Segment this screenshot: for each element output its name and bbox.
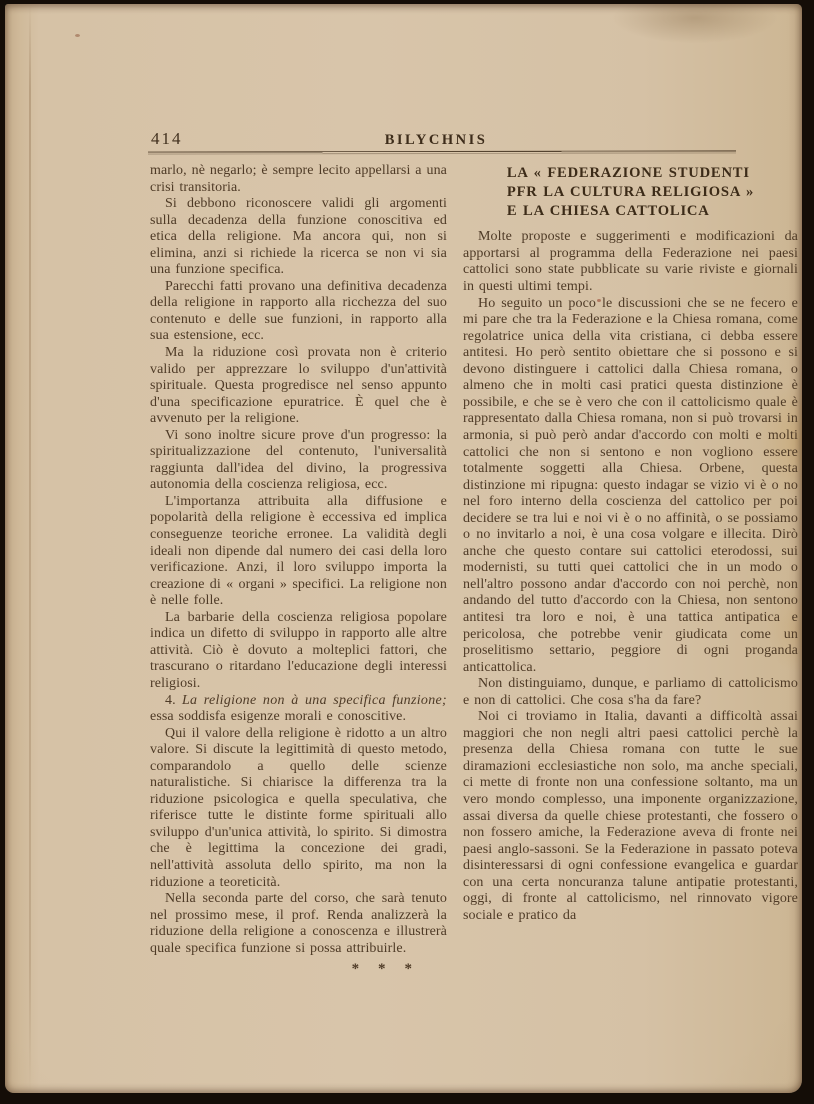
paragraph: Nella seconda parte del corso, che sarà tenuto nel prossimo mese, il prof. Renda analizzerà la riduzione della religione a conoscenza e illustrerà quale specifica funzione si possa attribuirle.	[150, 891, 447, 956]
numbered-item	[150, 693, 447, 726]
article-heading-line: LA « FEDERAZIONE STUDENTI	[506, 165, 750, 181]
paper-speck	[75, 34, 80, 37]
paragraph: Molte proposte e suggerimenti e modificazioni da apportarsi al programma della Federazione nei paesi cattolici sono state pubblicate su varie riviste e giornali in questi ultimi tempi.	[463, 229, 798, 295]
right-column	[463, 163, 798, 951]
paragraph: Qui il valore della religione è ridotto a un altro valore. Si discute la legittimità di questo metodo, comparandolo a quello delle scienze naturalistiche. Si chiarisce la differenza tra la riduzione psicologica e quella speculativa, che riferisce tutte le distinte forme spirituali allo sviluppo d'un'unica attività, lo spirito. Si dimostra che è legittima la concezione dei gradi, nell'attività assoluta dello spirito, ma non la riduzione a teoreticità.	[150, 725, 447, 890]
paragraph: Ho seguito un poco le discussioni che se ne fecero e mi pare che tra la Federazione e la Chiesa romana, come regolatrice unica della vita cristiana, ci debba essere antitesi. Ho però sentito obiettare che si possono e si devono distinguere i cattolici dalla Chiesa romana, o almeno che in molti casi pratici questa distinzione è possibile, e che se è vero che con il cattolicismo quale è rappresentato dalla Chiesa romana, non si può trovarsi in armonia, si può però andar d'accordo con molti e molti cattolici che non si sentono e non vogliono essere totalmente soggetti alla Chiesa. Orbene, questa distinzione mi ripugna: questo indagar se vizio vi è o no nel foro interno della coscienza del cattolico per poi decidere se tra lui e noi vi è o no affinità, o se possiamo o no invitarlo a noi, è una cosa volgare e illecita. Dirò anche che questo contare sui cattolici eterodossi, sui modernisti, su tutti quei cattolici che in un modo o nell'altro possono andar d'accordo con noi perchè, non andando del tutto d'accordo con la Chiesa, non sentono antitesi tra loro e noi, è una tattica antipatica e pericolosa, che potrebbe venir giudicata come un proselitismo settario, peggiore di ogni proganda anticattolica.	[463, 295, 798, 675]
item-text: essa soddisfa esigenze morali e conoscitive.	[150, 709, 407, 725]
paragraph: Si debbono riconoscere validi gli argomenti sulla decadenza della funzione conoscitiva ed etica della religione. Ma ancora qui, non si elimina, anzi si richiede la ricerca se non vi sia una funzione specifica.	[150, 196, 447, 278]
left-column	[150, 163, 447, 978]
paragraph: Ma la riduzione così provata non è criterio valido per apprezzare lo sviluppo d'un'attività spirituale. Questa progredisce nel senso appunto d'una specificazione epuratrice. È quel che è avvenuto per la religione.	[150, 345, 447, 427]
page-number: 414	[151, 129, 183, 148]
journal-title: BILYCHNIS	[384, 132, 488, 148]
item-number: 4.	[165, 692, 182, 708]
article-heading-line: E LA CHIESA CATTOLICA	[506, 202, 710, 219]
paragraph: Non distinguiamo, dunque, e parliamo di cattolicismo e non di cattolici. Che cosa s'ha da fare?	[463, 676, 798, 708]
item-italic-text: La religione non à una specifica funzione;	[181, 692, 447, 708]
paragraph: Vi sono inoltre sicure prove d'un progresso: la spiritualizzazione del contenuto, l'universalità raggiunta dall'idea del divino, la progressiva autonomia della coscienza religiosa, ecc.	[150, 427, 447, 493]
header-rule	[148, 150, 736, 154]
article-heading-line: PFR LA CULTURA RELIGIOSA »	[506, 183, 755, 200]
paragraph: Noi ci troviamo in Italia, davanti a difficoltà assai maggiori che non negli altri paesi cattolici perchè la presenza della Chiesa romana con tutte le sue diramazioni ecclesiastiche non solo, ma anche speciali, ci mette di fronte non una confessione soltanto, ma un vero mondo complesso, una imponente organizzazione, assai diversa da quelle chiese protestanti, che fossero o non fossero amiche, la Federazione aveva di fronte nei paesi anglo-sassoni. Se la Federazione in passato poteva disinteressarsi di ogni confessione evangelica e guardar con una certa noncuranza talune antipatie protestanti, oggi, di fronte al cattolicismo, nel rinnovato vigore sociale e pratico da	[463, 709, 798, 923]
section-separator: * * *	[351, 961, 419, 978]
paper-crease	[29, 4, 31, 1093]
paragraph: La barbarie della coscienza religiosa popolare indica un difetto di sviluppo in rapporto alle altre attività. Ciò è dovuto a molteplici fattori, che trascurano o ritardano l'educazione degli interessi religiosi.	[150, 609, 447, 691]
paragraph: marlo, nè negarlo; è sempre lecito appellarsi a una crisi transitoria.	[150, 163, 447, 195]
paragraph: L'importanza attribuita alla diffusione e popolarità della religione è eccessiva ed implica conseguenze teoriche erronee. La validità degli ideali non dipende dal numero dei casi della loro verificazione. Anzi, il loro sviluppo importa la creazione di « organi » specifici. La religione non è nelle folle.	[150, 493, 447, 609]
paragraph: Parecchi fatti provano una definitiva decadenza della religione in rapporto alla ricchezza del suo contenuto e delle sue funzioni, in rapporto alla sua estensione, ecc.	[150, 278, 447, 344]
scanned-page	[5, 4, 802, 1093]
text-columns	[150, 163, 798, 978]
article-heading	[507, 164, 754, 220]
